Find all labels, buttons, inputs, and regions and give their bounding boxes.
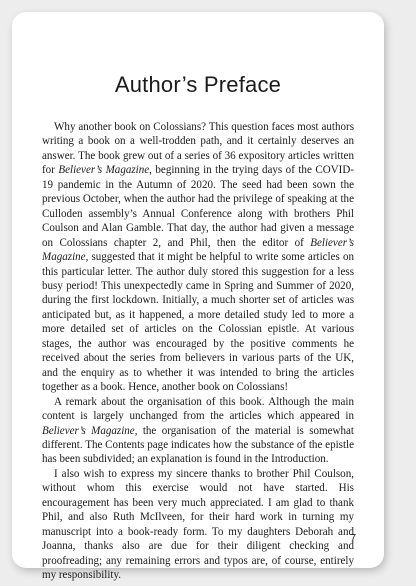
paragraph-text: A remark about the organisation of this book. Although the main content is largely unchanged from the articles which appeared in (42, 395, 354, 423)
italic-title-text: Believer’s Magazine (58, 164, 150, 177)
italic-title-text: Believer’s Magazine (42, 236, 354, 264)
preface-body (42, 120, 354, 583)
italic-title-text: Believer’s Magazine (42, 424, 135, 437)
preface-paragraph (42, 395, 354, 467)
paragraph-text: I also wish to express my sincere thanks to brother Phil Coulson, without whom this exercise would not have started. His encouragement has been very much appreciated. I am glad to thank Phil, and also Ruth McIlveen, for their hard work in turning my manuscript into a book-ready form. To my daughters Deborah and Joanna, thanks also are due for their diligent checking and proofreading; any remaining errors and typos are, of course, entirely my responsibility. (42, 467, 354, 582)
book-page (12, 12, 384, 582)
preface-paragraph (42, 467, 354, 583)
preface-paragraph (42, 120, 354, 395)
paragraph-text: , the organisation of the material is somewhat different. The Contents page indicates how the substance of the epistle has been subdivided; an explanation is found in the Introduction. (42, 424, 354, 466)
paragraph-text: , suggested that it might be helpful to write some articles on this particular letter. The author duly stored this suggestion for a less busy period! This unexpectedly came in Spring and Summer of 2020, during the first lockdown. Initially, a much shorter set of articles was anticipated but, as it happened, a more detailed study led to more a more detailed set of articles on the Colossian epistle. At various stages, the author was encouraged by the positive comments he received about the series from believers in various parts of the UK, and the enquiry as to whether it was intended to bring the articles together as a book. Hence, another book on Colossians! (42, 251, 354, 394)
paragraph-text: , beginning in the trying days of the COVID-19 pandemic in the Autumn of 2020. The seed had been sown the previous October, when the author had the privilege of speaking at the Culloden assembly’s Annual Conference along with brothers Phil Coulson and Alan Gamble. That day, the author had given a message on Colossians chapter 2, and Phil, then the editor of (42, 164, 354, 249)
page-number: 7 (350, 533, 356, 544)
paragraph-text: Why another book on Colossians? This question faces most authors writing a book on a well-trodden path, and it certainly deserves an answer. The book grew out of a series of 36 expository articles written for (42, 121, 354, 177)
page-title: Author’s Preface (114, 72, 282, 97)
